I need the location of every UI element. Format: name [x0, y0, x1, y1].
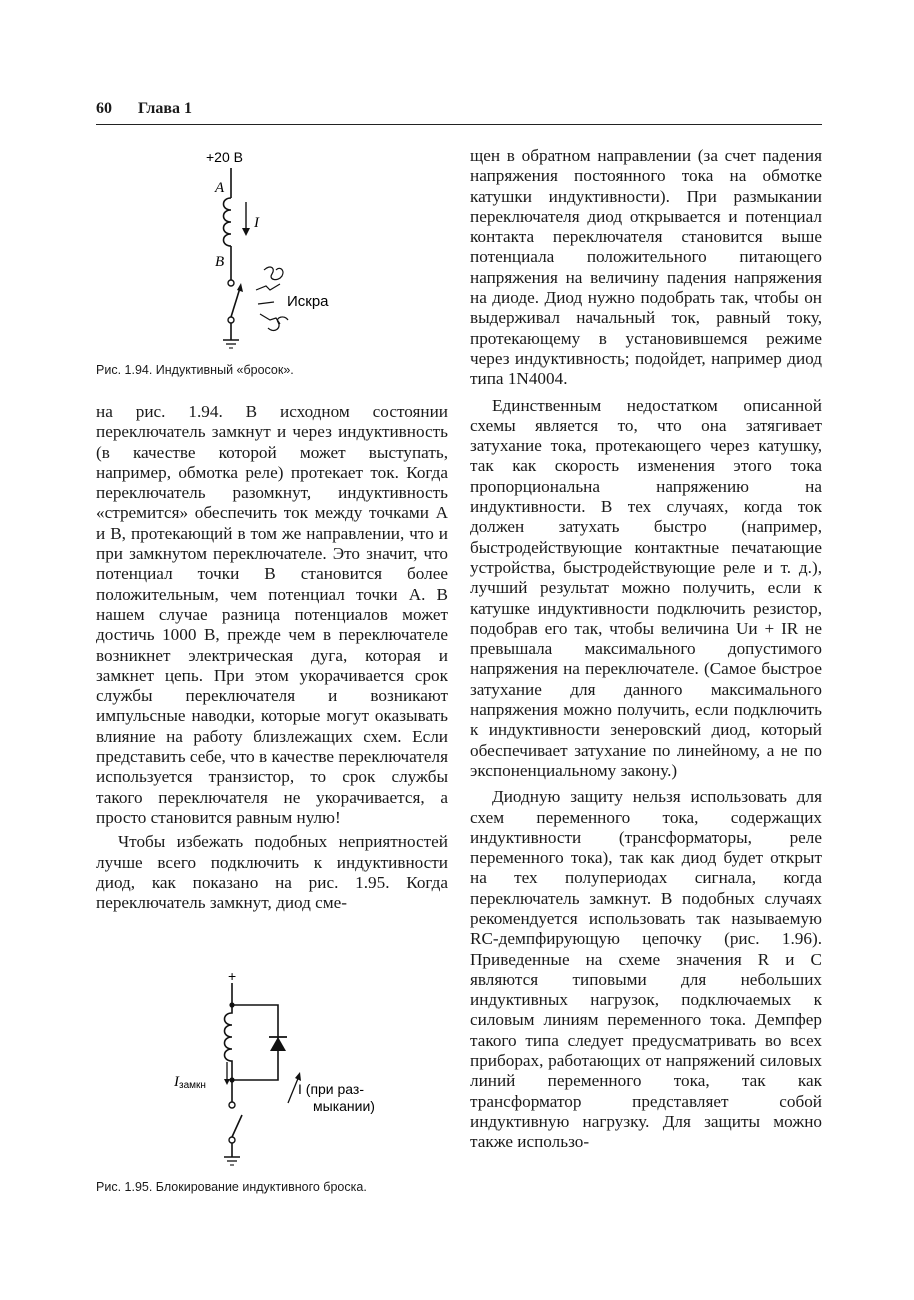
plus-label: +: [228, 968, 237, 984]
left-column: [96, 402, 448, 913]
figure-1-95-diode-clamp: [170, 965, 400, 1175]
right-paragraph-3: Диодную защиту нельзя использовать для схем переменного тока, содержащих индуктивности (трансформаторы, реле переменного тока), так как диод будет открыт на тех полупериодах сигнала, когда переключатель замкнут. В подобных случаях рекомендуется использовать так называемую RC-демпфирующую цепочку (рис. 1.96). Приведенные на схеме значения R и C являются типовыми для небольших индуктивных нагрузок, подключаемых к силовым линиям переменного тока. Демпфер такого типа следует предусматривать во всех приборах, работающих от напряжений силовых линий переменного тока, так как трансформатор представляет собой индуктивную нагрузку. Для защиты можно также использо-: [470, 787, 822, 1152]
switch-blade: [231, 288, 240, 317]
current-label: I: [254, 215, 259, 231]
page-header: [96, 100, 822, 125]
left-paragraph-1: на рис. 1.94. В исходном состоянии переключатель замкнут и через индуктивность (в качестве которой может выступать, например, обмотка реле) протекает ток. Когда переключатель разомкнут, индуктивность «стремится» обеспечить ток между точками A и B, протекающий в том же направлении, что и при замкнутом переключателе. Это значит, что потенциал точки B становится более положительным, чем потенциал точки A. В нашем случае разница потенциалов может достичь 1000 В, прежде чем в переключателе возникнет электрическая дуга, которая и замкнет цепь. При этом укорачивается срок службы переключателя и возникают импульсные наводки, которые могут оказывать влияние на работу близлежащих схем. Если представить себе, что в качестве переключателя используется транзистор, то срок службы такого переключателя не укорачивается, а просто становится равным нулю!: [96, 402, 448, 827]
supply-voltage-label: +20 В: [206, 149, 243, 165]
right-paragraph-1: щен в обратном направлении (за счет падения напряжения постоянного тока на обмотке катушки индуктивности). При размыкании переключателя диод открывается и потенциал контакта переключателя становится выше потенциала положительного питающего напряжения на величину падения напряжения на диоде. Диод нужно подобрать так, чтобы он выдерживал начальный ток, равный току, протекающему в установившемся режиме через индуктивность; подойдет, например диод типа 1N4004.: [470, 146, 822, 389]
point-b-label: B: [215, 254, 225, 270]
figure-1-94-caption: Рис. 1.94. Индуктивный «бросок».: [96, 363, 294, 377]
switch-blade: [232, 1115, 242, 1137]
switch-contact-top: [228, 280, 234, 286]
point-a-label: A: [215, 180, 225, 196]
figure-1-94-inductive-kick: [180, 140, 340, 355]
open-current-label-1: I (при раз-: [298, 1081, 365, 1097]
switch-contact-bottom: [229, 1137, 235, 1143]
switch-contact-top: [229, 1102, 235, 1108]
switch-contact-bottom: [228, 317, 234, 323]
diode-branch-wire: [232, 1005, 278, 1080]
right-column: [470, 146, 822, 1153]
inductor-coil: [224, 198, 232, 246]
inductor-coil: [225, 1005, 233, 1080]
switch-arrowhead: [237, 283, 243, 292]
open-current-label-2: мыкании): [313, 1098, 375, 1114]
current-arrowhead: [242, 228, 250, 236]
page-number: 60: [96, 100, 112, 117]
figure-1-95-caption: Рис. 1.95. Блокирование индуктивного броска.: [96, 1180, 367, 1194]
left-paragraph-2: Чтобы избежать подобных неприятностей лучше всего подключить к индуктивности диод, как показано на рис. 1.95. Когда переключатель замкнут, диод сме-: [96, 832, 448, 913]
spark-icon: [256, 267, 288, 330]
diode-icon: [270, 1037, 286, 1051]
spark-label: Искра: [287, 293, 329, 310]
closed-current-label: Iзамкн: [174, 1074, 206, 1091]
chapter-title: Глава 1: [138, 100, 192, 117]
right-paragraph-2: Единственным недостатком описанной схемы является то, что она затягивает затухание тока, протекающего через катушку, так как скорость изменения этого тока пропорциональна напряжению на индуктивности. В тех случаях, когда ток должен затухать быстро (например, быстродействующие контактные печатающие устройства, быстродействующие реле и т. д.), лучший результат можно получить, если к катушке индуктивности подключить резистор, подобрав его так, чтобы величина Uи + IR не превышала максимального допустимого напряжения на переключателе. (Самое быстрое затухание для данного максимального напряжения можно получить, если подключить к индуктивности зенеровский диод, который обеспечивает затухание по линейному, а не по экспоненциальному закону.): [470, 395, 822, 780]
closed-current-arrowhead: [224, 1079, 230, 1085]
